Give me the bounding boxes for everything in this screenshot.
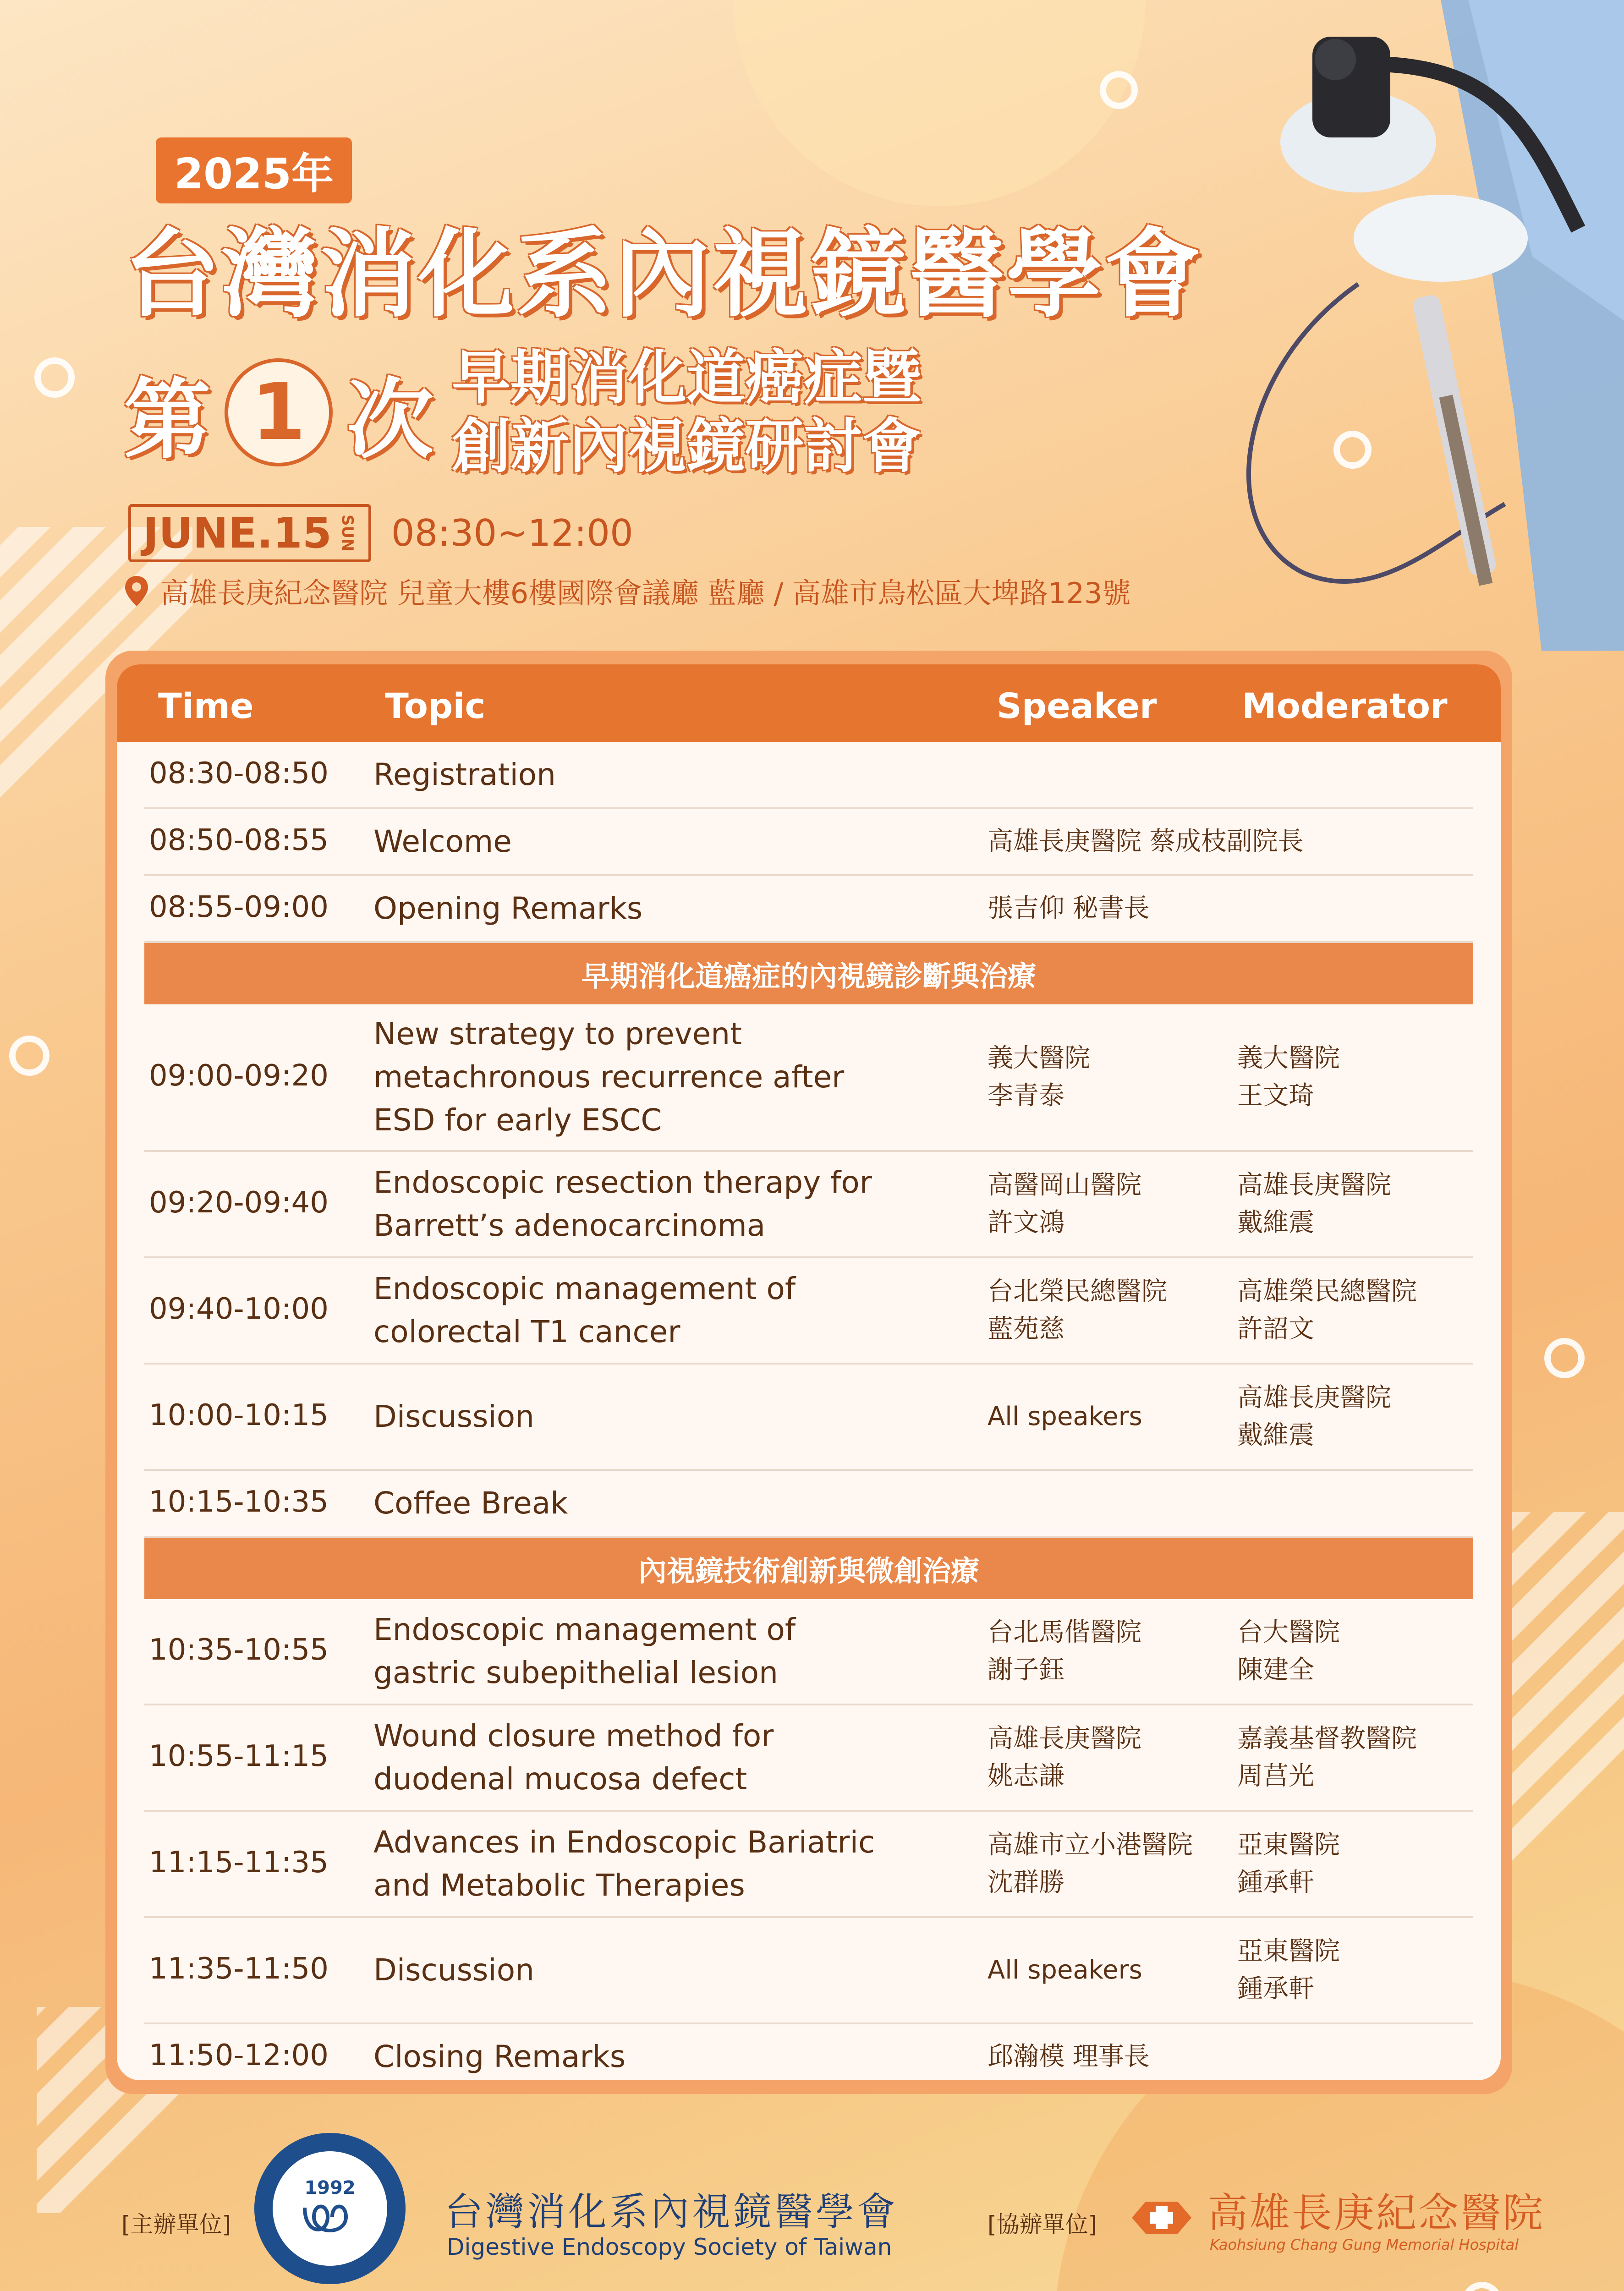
row-speaker-line: 姚志謙 xyxy=(988,1761,1064,1791)
row-speaker-line: 張吉仰 秘書長 xyxy=(988,893,1150,923)
table-row xyxy=(144,1599,1473,1705)
row-speaker xyxy=(988,1826,1193,1902)
event-day: SUN xyxy=(338,515,357,552)
row-moderator-line: 台大醫院 xyxy=(1237,1617,1340,1647)
venue-text: 高雄長庚紀念醫院 兒童大樓6樓國際會議廳 藍廳 / 高雄市鳥松區大埤路123號 xyxy=(160,576,1131,610)
row-speaker-line: 邱瀚模 理事長 xyxy=(988,2042,1150,2072)
table-row xyxy=(144,2024,1473,2080)
row-time: 08:50-08:55 xyxy=(149,823,329,857)
row-moderator-line: 高雄榮民總醫院 xyxy=(1237,1277,1417,1306)
row-moderator-line: 高雄長庚醫院 xyxy=(1237,1383,1391,1413)
section-header: 早期消化道癌症的內視鏡診斷與治療 xyxy=(144,943,1473,1004)
session-suffix: 次 xyxy=(346,369,434,471)
row-topic-line: Endoscopic management of xyxy=(373,1271,796,1306)
row-topic xyxy=(373,887,642,930)
seminar-subtitle xyxy=(452,344,921,481)
row-moderator xyxy=(1237,1933,1340,2008)
endoscope-illustration xyxy=(1184,0,1624,651)
date-badge xyxy=(128,504,371,562)
row-topic xyxy=(373,1013,844,1142)
row-moderator-line: 亞東醫院 xyxy=(1237,1830,1340,1860)
header-speaker: Speaker xyxy=(997,685,1157,726)
row-topic xyxy=(373,820,512,863)
row-topic-line: Endoscopic management of xyxy=(373,1612,796,1647)
row-speaker-line: All speakers xyxy=(988,1955,1142,1985)
row-topic-line: Discussion xyxy=(373,1952,534,1988)
row-speaker-line: 許文鴻 xyxy=(988,1208,1064,1238)
society-logo-inner xyxy=(273,2151,387,2266)
row-moderator xyxy=(1237,1720,1417,1795)
row-speaker-line: 義大醫院 xyxy=(988,1043,1090,1073)
row-topic-line: New strategy to prevent xyxy=(373,1016,742,1052)
row-moderator-line: 戴維震 xyxy=(1237,1420,1314,1450)
row-speaker-line: 李青泰 xyxy=(988,1081,1064,1111)
date-row xyxy=(128,504,633,562)
subtitle-line-1: 早期消化道癌症暨 xyxy=(452,344,922,412)
row-topic xyxy=(373,1608,796,1694)
row-time: 08:30-08:50 xyxy=(149,756,329,790)
section-header: 內視鏡技術創新與微創治療 xyxy=(144,1538,1473,1599)
row-topic xyxy=(373,1821,875,1907)
row-time: 11:35-11:50 xyxy=(149,1952,329,1986)
circle-decoration xyxy=(34,357,75,398)
row-topic-line: Coffee Break xyxy=(373,1485,568,1521)
row-speaker xyxy=(988,1167,1141,1242)
row-time: 10:00-10:15 xyxy=(149,1398,329,1432)
row-speaker xyxy=(988,1040,1090,1115)
row-topic-line: duodenal mucosa defect xyxy=(373,1761,747,1797)
row-speaker xyxy=(988,1273,1167,1348)
table-row xyxy=(144,1004,1473,1152)
row-topic-line: Barrett’s adenocarcinoma xyxy=(373,1208,766,1243)
row-topic-line: Opening Remarks xyxy=(373,891,643,926)
row-moderator-line: 陳建全 xyxy=(1237,1655,1314,1685)
row-moderator-line: 嘉義基督教醫院 xyxy=(1237,1724,1417,1754)
row-moderator-line: 義大醫院 xyxy=(1237,1043,1340,1073)
table-row xyxy=(144,809,1473,876)
row-speaker xyxy=(988,1720,1141,1795)
row-time: 10:35-10:55 xyxy=(149,1633,329,1667)
row-topic-line: Registration xyxy=(373,757,556,792)
row-time: 11:15-11:35 xyxy=(149,1846,329,1880)
row-speaker xyxy=(988,2038,1150,2076)
coorganizer-name-en: Kaohsiung Chang Gung Memorial Hospital xyxy=(1210,2236,1519,2253)
row-topic xyxy=(373,1949,534,1992)
event-year: 2025年 xyxy=(156,137,352,203)
row-moderator-line: 鍾承軒 xyxy=(1237,1974,1314,2004)
row-topic-line: ESD for early ESCC xyxy=(373,1102,662,1138)
row-topic xyxy=(373,1395,534,1438)
row-topic-line: colorectal T1 cancer xyxy=(373,1314,680,1349)
coorganizer-name-zh: 高雄長庚紀念醫院 xyxy=(1207,2189,1545,2236)
table-row xyxy=(144,1918,1473,2024)
row-moderator xyxy=(1237,1273,1417,1348)
row-topic-line: Wound closure method for xyxy=(373,1718,774,1754)
logo-year: 1992 xyxy=(304,2177,356,2198)
organizer-name-en: Digestive Endoscopy Society of Taiwan xyxy=(447,2234,892,2260)
row-moderator xyxy=(1237,1167,1391,1242)
society-logo xyxy=(254,2133,406,2284)
row-topic xyxy=(373,1161,872,1247)
row-moderator-line: 戴維震 xyxy=(1237,1208,1314,1238)
table-header xyxy=(117,664,1501,742)
venue-row xyxy=(124,570,1131,611)
row-speaker-line: 藍苑慈 xyxy=(988,1314,1064,1344)
organizer-label: [主辦單位] xyxy=(121,2211,231,2238)
row-topic-line: gastric subepithelial lesion xyxy=(373,1655,778,1690)
subtitle-line-2: 創新內視鏡研討會 xyxy=(452,412,922,481)
row-moderator xyxy=(1237,1614,1340,1689)
row-topic-line: Welcome xyxy=(373,824,512,859)
row-time: 09:00-09:20 xyxy=(149,1059,329,1093)
table-row xyxy=(144,1152,1473,1258)
table-row xyxy=(144,876,1473,943)
row-topic xyxy=(373,1267,796,1354)
row-topic xyxy=(373,1715,774,1801)
table-row xyxy=(144,1705,1473,1812)
table-row xyxy=(144,1471,1473,1538)
row-speaker-line: 高醫岡山醫院 xyxy=(988,1170,1141,1200)
row-moderator-line: 王文琦 xyxy=(1237,1081,1314,1111)
session-title xyxy=(124,344,922,481)
header-moderator: Moderator xyxy=(1242,685,1448,726)
row-speaker-line: 台北榮民總醫院 xyxy=(988,1277,1167,1306)
row-topic-line: Closing Remarks xyxy=(373,2039,626,2074)
row-speaker xyxy=(988,890,1150,927)
row-speaker-line: 台北馬偕醫院 xyxy=(988,1617,1141,1647)
row-moderator-line: 高雄長庚醫院 xyxy=(1237,1170,1391,1200)
row-topic-line: Discussion xyxy=(373,1399,534,1434)
row-topic-line: Endoscopic resection therapy for xyxy=(373,1165,872,1200)
location-pin-icon xyxy=(124,575,149,607)
row-moderator-line: 許詔文 xyxy=(1237,1314,1314,1344)
table-row xyxy=(144,1365,1473,1471)
header-time: Time xyxy=(158,685,254,726)
session-prefix: 第 xyxy=(124,369,211,471)
row-speaker-line: 高雄長庚醫院 xyxy=(988,1724,1141,1754)
row-speaker-line: 高雄市立小港醫院 xyxy=(988,1830,1193,1860)
agenda-rows xyxy=(117,742,1501,2080)
row-speaker-line: 謝子鈺 xyxy=(988,1655,1064,1685)
row-speaker-line: All speakers xyxy=(988,1402,1142,1431)
row-time: 11:50-12:00 xyxy=(149,2039,329,2072)
row-moderator xyxy=(1237,1826,1340,1902)
row-speaker-line: 高雄長庚醫院 蔡成枝副院長 xyxy=(988,827,1304,856)
agenda-card xyxy=(117,664,1501,2080)
hospital-cross-logo-icon xyxy=(1127,2192,1196,2243)
row-time: 10:15-10:35 xyxy=(149,1485,329,1519)
organization-title: 台灣消化系內視鏡醫學會 xyxy=(124,218,1203,330)
row-time: 09:40-10:00 xyxy=(149,1292,329,1326)
table-row xyxy=(144,1258,1473,1365)
stomach-logo-icon xyxy=(296,2198,364,2240)
row-time: 10:55-11:15 xyxy=(149,1739,329,1773)
row-speaker xyxy=(988,1951,1142,1989)
table-row xyxy=(144,1812,1473,1918)
row-time: 09:20-09:40 xyxy=(149,1186,329,1220)
row-speaker-line: 沈群勝 xyxy=(988,1868,1064,1897)
coorganizer-label: [協辦單位] xyxy=(988,2211,1097,2238)
circle-decoration xyxy=(9,1036,49,1076)
session-number: 1 xyxy=(225,358,333,466)
row-moderator-line: 亞東醫院 xyxy=(1237,1936,1340,1966)
row-topic xyxy=(373,1482,568,1525)
row-speaker xyxy=(988,1398,1142,1436)
row-moderator-line: 周莒光 xyxy=(1237,1761,1314,1791)
row-speaker xyxy=(988,1614,1141,1689)
row-topic-line: and Metabolic Therapies xyxy=(373,1868,745,1903)
row-moderator xyxy=(1237,1379,1391,1454)
row-topic-line: Advances in Endoscopic Bariatric xyxy=(373,1825,875,1860)
table-row xyxy=(144,742,1473,809)
row-topic xyxy=(373,753,556,796)
row-topic xyxy=(373,2035,625,2078)
row-speaker xyxy=(988,823,1304,860)
row-time: 08:55-09:00 xyxy=(149,890,329,924)
row-moderator-line: 鍾承軒 xyxy=(1237,1868,1314,1897)
header-topic: Topic xyxy=(385,685,486,726)
circle-decoration xyxy=(1100,71,1138,109)
event-date: JUNE.15 xyxy=(143,509,332,558)
row-topic-line: metachronous recurrence after xyxy=(373,1059,845,1095)
organizer-name-zh: 台灣消化系內視鏡醫學會 xyxy=(444,2189,899,2234)
row-moderator xyxy=(1237,1040,1340,1115)
event-time: 08:30~12:00 xyxy=(391,512,633,554)
circle-decoration xyxy=(1544,1338,1585,1378)
